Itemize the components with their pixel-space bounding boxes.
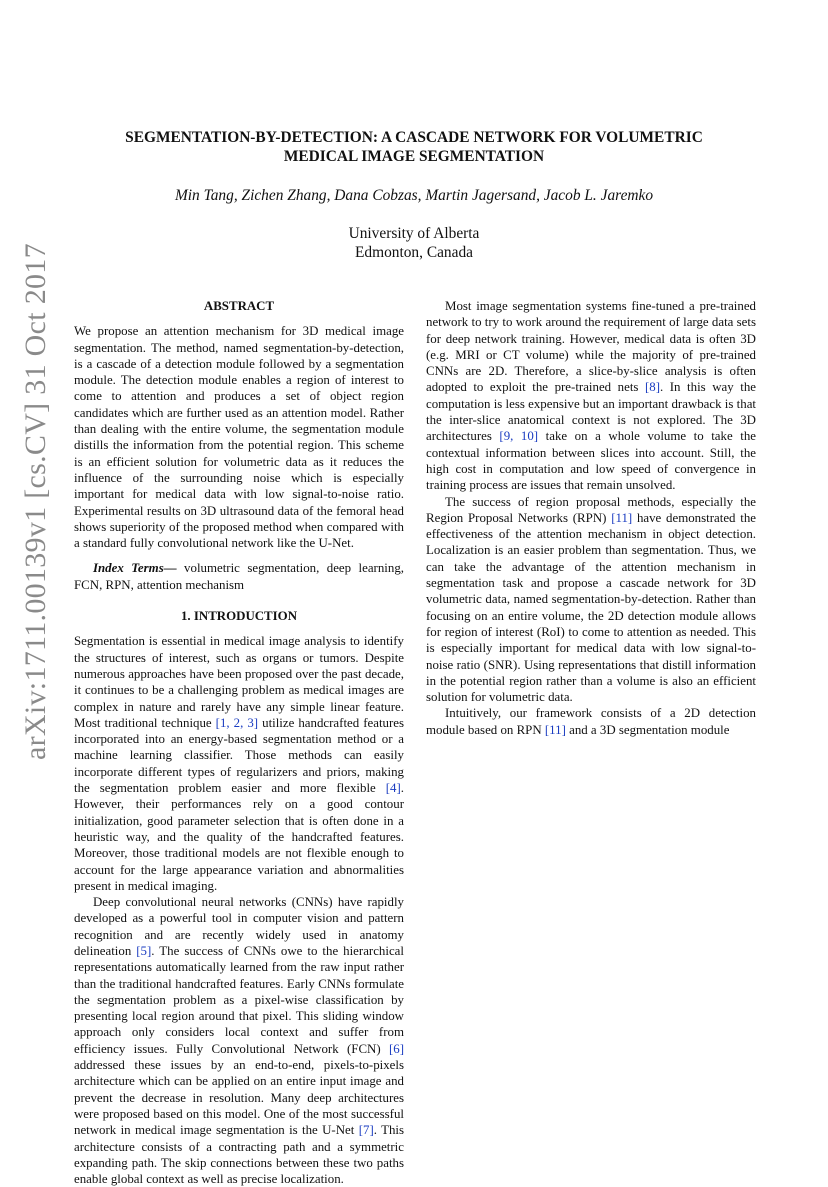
intro-p3-text-b: . In this way the computation is less expensive but an important drawback is that the inter-slice anatomical context is not explored. The 3D architectures bbox=[426, 380, 756, 444]
left-column bbox=[74, 298, 404, 1187]
introduction-heading: 1. INTRODUCTION bbox=[180, 609, 298, 624]
intro-paragraph-2 bbox=[74, 894, 404, 1187]
affiliation-university: University of Alberta bbox=[348, 225, 480, 242]
intro-p2-text-d: . This architecture consists of a contracting path and a symmetric expanding path. The skip connections between these two paths enable global context as well as precise localization. bbox=[74, 1123, 404, 1187]
citation-link[interactable]: [7] bbox=[358, 1123, 374, 1138]
intro-p1-text-c: . However, their performances rely on a good contour initialization, good parameter selection that is often done in a heuristic way, and the quality of the handcrafted features. Moreover, those traditional models are not flexible enough to account for the large appearance variation and abnormalities present in medical imaging. bbox=[74, 781, 404, 893]
intro-p5-text-a: Intuitively, our framework consists of a 2D detection module based on RPN bbox=[426, 706, 756, 737]
affiliation-block bbox=[90, 224, 738, 262]
abstract-heading: ABSTRACT bbox=[203, 299, 275, 313]
arxiv-identifier-stamp[interactable]: arXiv:1711.00139v1 [cs.CV] 31 Oct 2017 bbox=[19, 243, 52, 760]
citation-link[interactable]: [1, 2, 3] bbox=[215, 715, 259, 730]
author-list: Min Tang, Zichen Zhang, Dana Cobzas, Martin Jagersand, Jacob L. Jaremko bbox=[174, 187, 654, 204]
abstract-text: We propose an attention mechanism for 3D medical image segmentation. The method, named segmentation-by-detection, is a cascade of a detection module followed by a segmentation module. The detection module enables a region of interest to come to attention and produces a set of object region candidates which are further used as an attention model. Rather than dealing with the entire volume, the segmentation module distills the information from the potential region. This scheme is an efficient solution for volumetric data as it reduces the influence of the surrounding noise which is especially important for medical data with low signal-to-noise ratio. Experimental results on 3D ultrasound data of the femoral head shows superiority of the proposed method when compared with a standard fully convolutional network like the U-Net. bbox=[74, 324, 404, 551]
index-terms bbox=[74, 560, 404, 593]
paper-title: SEGMENTATION-BY-DETECTION: A CASCADE NETWORK FOR VOLUMETRIC MEDICAL IMAGE SEGMENTATION bbox=[125, 129, 703, 165]
citation-link[interactable]: [11] bbox=[611, 510, 633, 525]
intro-p3-text-a: Most image segmentation systems fine-tuned a pre-trained network to try to work around the requirement of large data sets for deep network training. However, medical data is often 3D (e.g. MRI or CT volume) while the majority of pre-trained CNNs are 2D. Therefore, a slice-by-slice analysis is often adopted to exploit the pre-trained nets bbox=[426, 299, 756, 395]
right-column bbox=[426, 298, 756, 738]
index-terms-text: volumetric segmentation, deep learning, FCN, RPN, attention mechanism bbox=[74, 561, 404, 592]
citation-link[interactable]: [8] bbox=[644, 380, 660, 395]
intro-p2-text-c: addressed these issues by an end-to-end, pixels-to-pixels architecture which can be applied on an entire input image and prevent the decrease in resolution. Many deep architectures were proposed based on this model. One of the most successful network in medical image segmentation is the U-Net bbox=[74, 1058, 404, 1138]
intro-paragraph-5 bbox=[426, 705, 756, 738]
citation-link[interactable]: [4] bbox=[385, 781, 401, 796]
intro-p1-text-a: Segmentation is essential in medical image analysis to identify the structures of interest, such as organs or tumors. Despite numerous approaches have been proposed over the past decade, it continues to be a challenging problem as medical images are complex in nature and rarely have any simple linear feature. Most traditional technique bbox=[74, 634, 404, 730]
citation-link[interactable]: [6] bbox=[388, 1041, 404, 1056]
citation-link[interactable]: [5] bbox=[136, 943, 152, 958]
affiliation-location: Edmonton, Canada bbox=[355, 244, 473, 261]
intro-p3-text-c: take on a whole volume to take the contextual information between slices into account. Still, the high cost in computation and low speed of convergence in training process are issues that remain unsolved. bbox=[426, 429, 756, 493]
intro-p5-text-b: and a 3D segmentation module bbox=[565, 722, 730, 737]
intro-p2-text-b: . The success of CNNs owe to the hierarchical representations automatically learned from the raw input rather than the traditional handcrafted features. Early CNNs formulate the segmentation problem as a pixel-wise classification by presenting local region around that pixel. This sliding window approach only considers local context and suffer from efficiency issues. Fully Convolutional Network (FCN) bbox=[74, 943, 404, 1056]
intro-paragraph-1 bbox=[74, 633, 404, 894]
intro-p4-text-b: have demonstrated the effectiveness of the attention mechanism in object detection. Localization is an easier problem than segmentation. Thus, we can take the advantage of the attention mechanism in segmentation task and propose a cascade network for 3D volumetric data, named segmentation-by-detection. Rather than focusing on an entire volume, the 2D detection module allows for region of interest (RoI) to come to attention as needed. This is especially important for medical data with low signal-to-noise ratio (SNR). Using representations that distill information in the potential region rather than a volume is also an efficient solution for volumetric data. bbox=[426, 510, 756, 705]
intro-p1-text-b: utilize handcrafted features incorporated into an energy-based segmentation method or a machine learning classifier. Those methods can easily incorporate different types of regularizers and priors, making the segmentation problem easier and more flexible bbox=[74, 715, 405, 796]
intro-paragraph-4 bbox=[426, 494, 756, 706]
citation-link[interactable]: [9, 10] bbox=[499, 429, 539, 444]
index-terms-label: Index Terms— bbox=[93, 561, 177, 576]
intro-paragraph-3 bbox=[426, 298, 756, 494]
citation-link[interactable]: [11] bbox=[544, 722, 566, 737]
intro-p2-text-a: Deep convolutional neural networks (CNNs) have rapidly developed as a powerful tool in computer vision and pattern recognition and are recently widely used in anatomy delineation bbox=[74, 895, 404, 958]
intro-p4-text-a: The success of region proposal methods, especially the Region Proposal Networks (RPN) bbox=[426, 494, 756, 525]
